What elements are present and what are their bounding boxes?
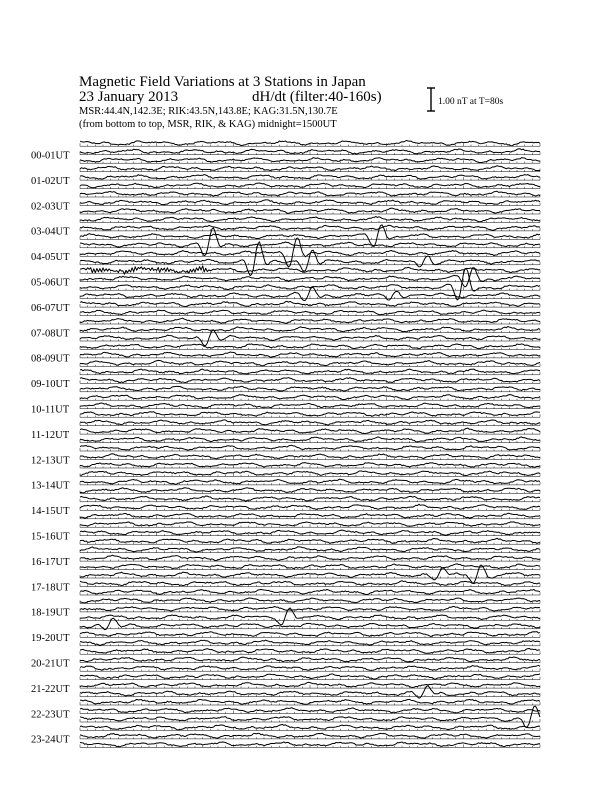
minute-ticks bbox=[80, 567, 540, 570]
trace-kag bbox=[80, 369, 540, 374]
hour-label: 03-04UT bbox=[31, 226, 70, 238]
trace-msr bbox=[80, 412, 540, 416]
hour-label: 00-01UT bbox=[31, 150, 70, 162]
trace-kag bbox=[80, 228, 540, 256]
hour-label: 18-19UT bbox=[31, 607, 70, 619]
hour-labels bbox=[31, 151, 70, 746]
minute-ticks bbox=[80, 296, 540, 299]
hour-label: 04-05UT bbox=[31, 252, 70, 264]
hour-label: 01-02UT bbox=[31, 175, 70, 187]
trace-kag bbox=[80, 648, 540, 653]
chart-title: Magnetic Field Variations at 3 Stations in Japan bbox=[79, 74, 366, 90]
hour-label: 08-09UT bbox=[31, 353, 70, 365]
hour-label: 05-06UT bbox=[31, 277, 70, 289]
hour-label: 06-07UT bbox=[31, 302, 70, 314]
stations-label: MSR:44.4N,142.3E; RIK:43.5N,143.8E; KAG:31.5N,130.7E bbox=[79, 106, 338, 117]
minute-ticks bbox=[80, 482, 540, 485]
hour-label: 21-22UT bbox=[31, 683, 70, 695]
hour-label: 09-10UT bbox=[31, 379, 70, 391]
hour-label: 17-18UT bbox=[31, 582, 70, 594]
hour-label: 23-24UT bbox=[31, 734, 70, 746]
date-label: 23 January 2013 bbox=[79, 89, 179, 105]
trace-msr bbox=[80, 706, 540, 727]
hour-label: 02-03UT bbox=[31, 201, 70, 213]
scale-label: 1.00 nT at T=80s bbox=[438, 97, 504, 107]
hour-label: 12-13UT bbox=[31, 455, 70, 467]
plot-area bbox=[80, 140, 540, 747]
quantity-label: dH/dt (filter:40-160s) bbox=[252, 89, 382, 105]
hour-label: 15-16UT bbox=[31, 531, 70, 543]
hour-label: 20-21UT bbox=[31, 658, 70, 670]
hour-label: 19-20UT bbox=[31, 633, 70, 645]
minute-ticks bbox=[80, 575, 540, 578]
hour-label: 14-15UT bbox=[31, 506, 70, 518]
minute-ticks bbox=[80, 533, 540, 536]
hour-label: 07-08UT bbox=[31, 328, 70, 340]
hour-label: 16-17UT bbox=[31, 556, 70, 568]
hour-label: 10-11UT bbox=[31, 404, 70, 416]
hour-label: 13-14UT bbox=[31, 480, 70, 492]
hour-label: 22-23UT bbox=[31, 709, 70, 721]
hour-label: 11-12UT bbox=[31, 429, 70, 441]
minute-ticks bbox=[80, 279, 540, 282]
minute-ticks bbox=[80, 262, 540, 265]
minute-ticks bbox=[80, 321, 540, 324]
scale-bar bbox=[427, 88, 503, 111]
minute-ticks bbox=[80, 507, 540, 510]
order-label: (from bottom to top, MSR, RIK, & KAG) midnight=1500UT bbox=[79, 119, 337, 130]
